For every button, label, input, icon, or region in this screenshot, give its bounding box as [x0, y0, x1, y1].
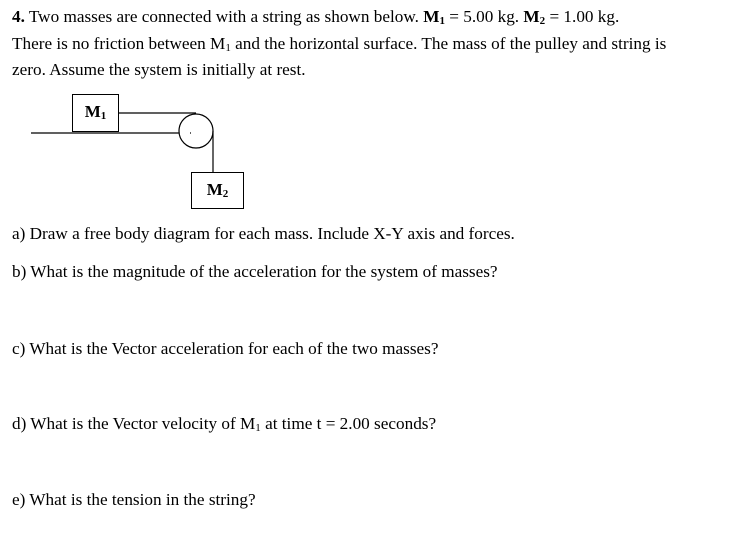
problem-line-2: There is no friction between M1 and the horizontal surface. The mass of the pulley and string is	[12, 33, 667, 54]
problem-number: 4.	[12, 7, 25, 26]
question-a: a) Draw a free body diagram for each mass. Include X-Y axis and forces.	[12, 224, 515, 243]
mass1-value: = 5.00 kg.	[444, 7, 524, 26]
mass2-value: = 1.00 kg.	[545, 7, 620, 26]
question-d: d) What is the Vector velocity of M1 at time t = 2.00 seconds?	[12, 414, 437, 434]
mass2-block: M2	[191, 172, 244, 209]
mass2-label: M2	[523, 7, 546, 27]
problem-line-3: zero. Assume the system is initially at rest.	[12, 60, 306, 79]
problem-intro: Two masses are connected with a string as shown below.	[24, 7, 424, 26]
mass1-label: M1	[423, 7, 445, 27]
question-b: b) What is the magnitude of the acceleration for the system of masses?	[12, 262, 498, 281]
pulley	[179, 114, 213, 148]
question-c: c) What is the Vector acceleration for each of the two masses?	[12, 339, 439, 358]
question-e: e) What is the tension in the string?	[12, 490, 256, 509]
mass1-block: M1	[72, 94, 119, 132]
